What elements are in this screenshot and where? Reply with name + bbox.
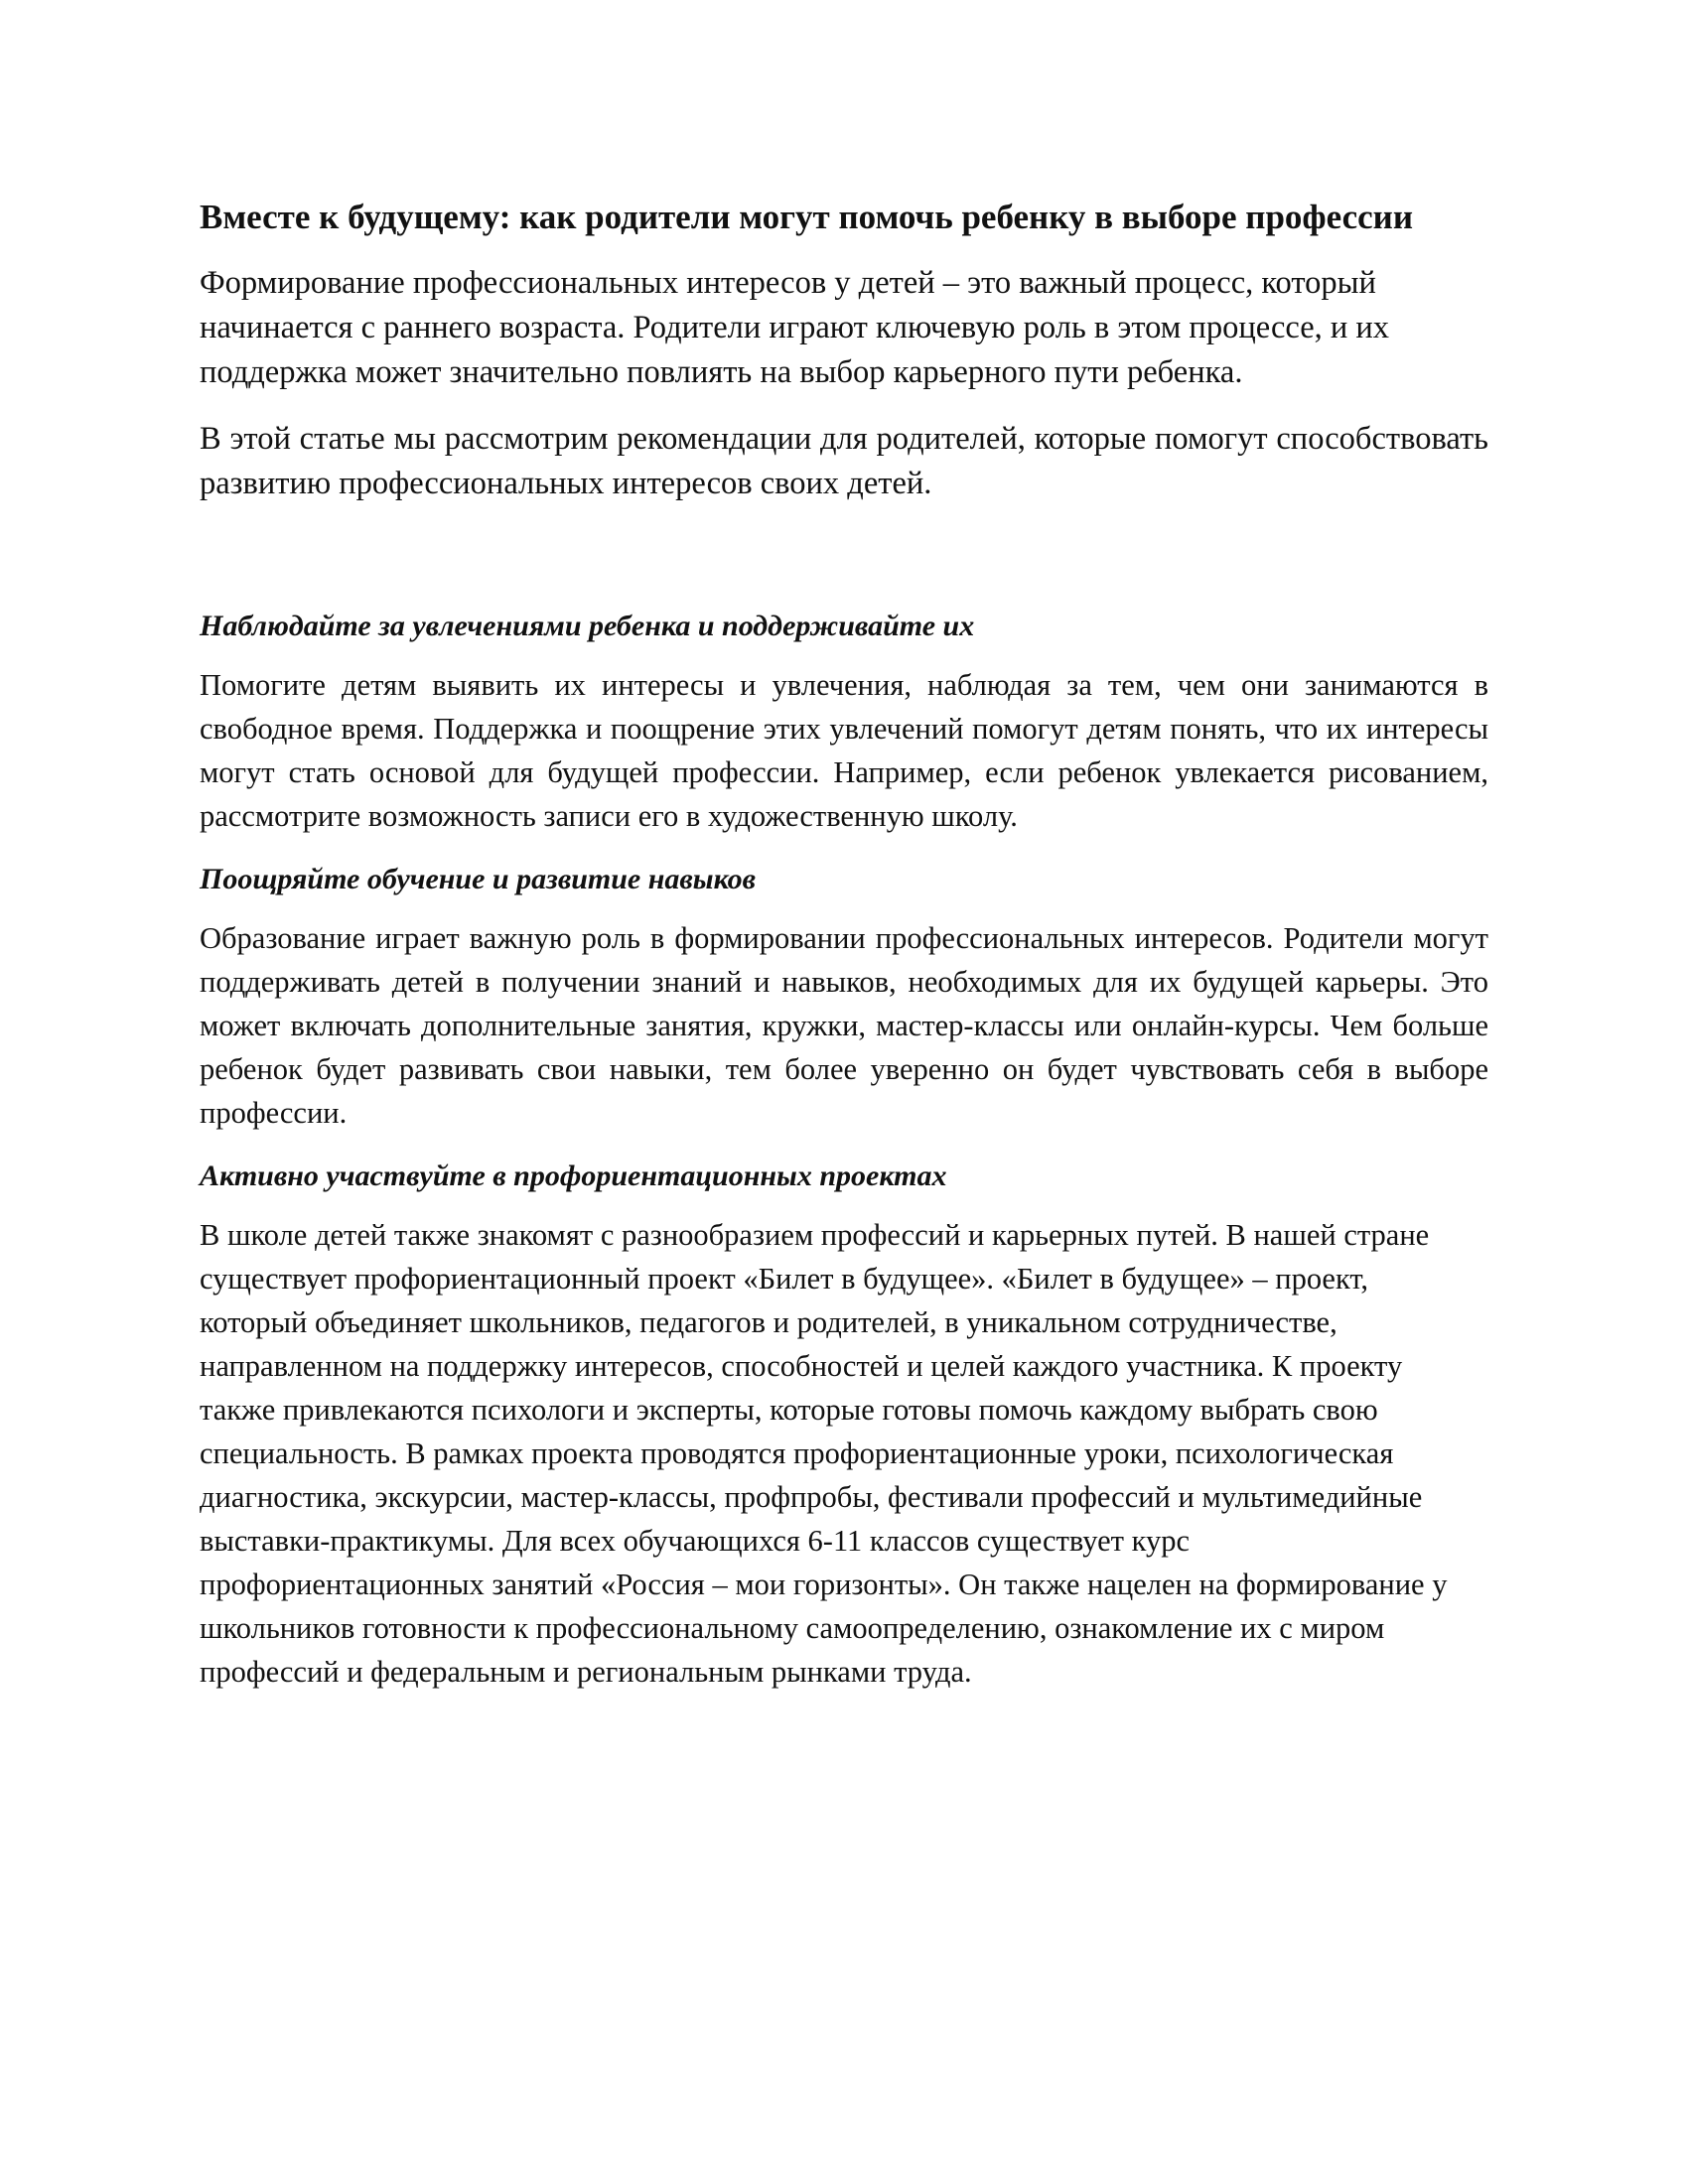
section-text-hobbies: Помогите детям выявить их интересы и увлечения, наблюдая за тем, чем они занимаются в свободное время. Поддержка и поощрение этих увлечений помогут детям понять, что их интересы могут стать основой для будущей профессии. Например, если ребенок увлекается рисованием, рассмотрите возможность записи его в художественную школу. [200,668,1488,833]
section-heading-hobbies: Наблюдайте за увлечениями ребенка и поддерживайте их [200,610,975,642]
article [200,195,1488,1715]
article-title: Вместе к будущему: как родители могут помочь ребенку в выборе профессии [200,198,1413,236]
section-gap [200,528,1488,607]
section-text-projects: В школе детей также знакомят с разнообразием профессий и карьерных путей. В нашей стране существует профориентационный проект «Билет в будущее». «Билет в будущее» – проект, который объединяет школьников, педагогов и родителей, в уникальном сотрудничестве, направленном на поддержку интересов, способностей и целей каждого участника. К проекту также привлекаются психологи и эксперты, которые готовы помочь каждому выбрать свою специальность. В рамках проекта проводятся профориентационные уроки, психологическая диагностика, экскурсии, мастер-классы, профпробы, фестивали профессий и мультимедийные выставки-практикумы. Для всех обучающихся 6-11 классов существует курс профориентационных занятий «Россия – мои горизонты». Он также нацелен на формирование у школьников готовности к профессиональному самоопределению, ознакомление их с миром профессий и федеральным и региональным рынками труда. [200,1218,1448,1689]
intro-paragraph: Формирование профессиональных интересов у детей – это важный процесс, который начинается с раннего возраста. Родители играют ключевую роль в этом процессе, и их поддержка может значительно повлиять на выбор карьерного пути ребенка. [200,265,1390,390]
intro-paragraph: В этой статье мы рассмотрим рекомендации для родителей, которые помогут способствовать развитию профессиональных интересов своих детей. [200,421,1488,501]
section-heading-projects: Активно участвуйте в профориентационных проектах [200,1160,947,1192]
section-text-learning: Образование играет важную роль в формировании профессиональных интересов. Родители могут поддерживать детей в получении знаний и навыков, необходимых для их будущей карьеры. Это может включать дополнительные занятия, кружки, мастер-классы или онлайн-курсы. Чем больше ребенок будет развивать свои навыки, тем более уверенно он будет чувствовать себя в выборе профессии. [200,921,1488,1130]
section-heading-learning: Поощряйте обучение и развитие навыков [200,863,757,895]
